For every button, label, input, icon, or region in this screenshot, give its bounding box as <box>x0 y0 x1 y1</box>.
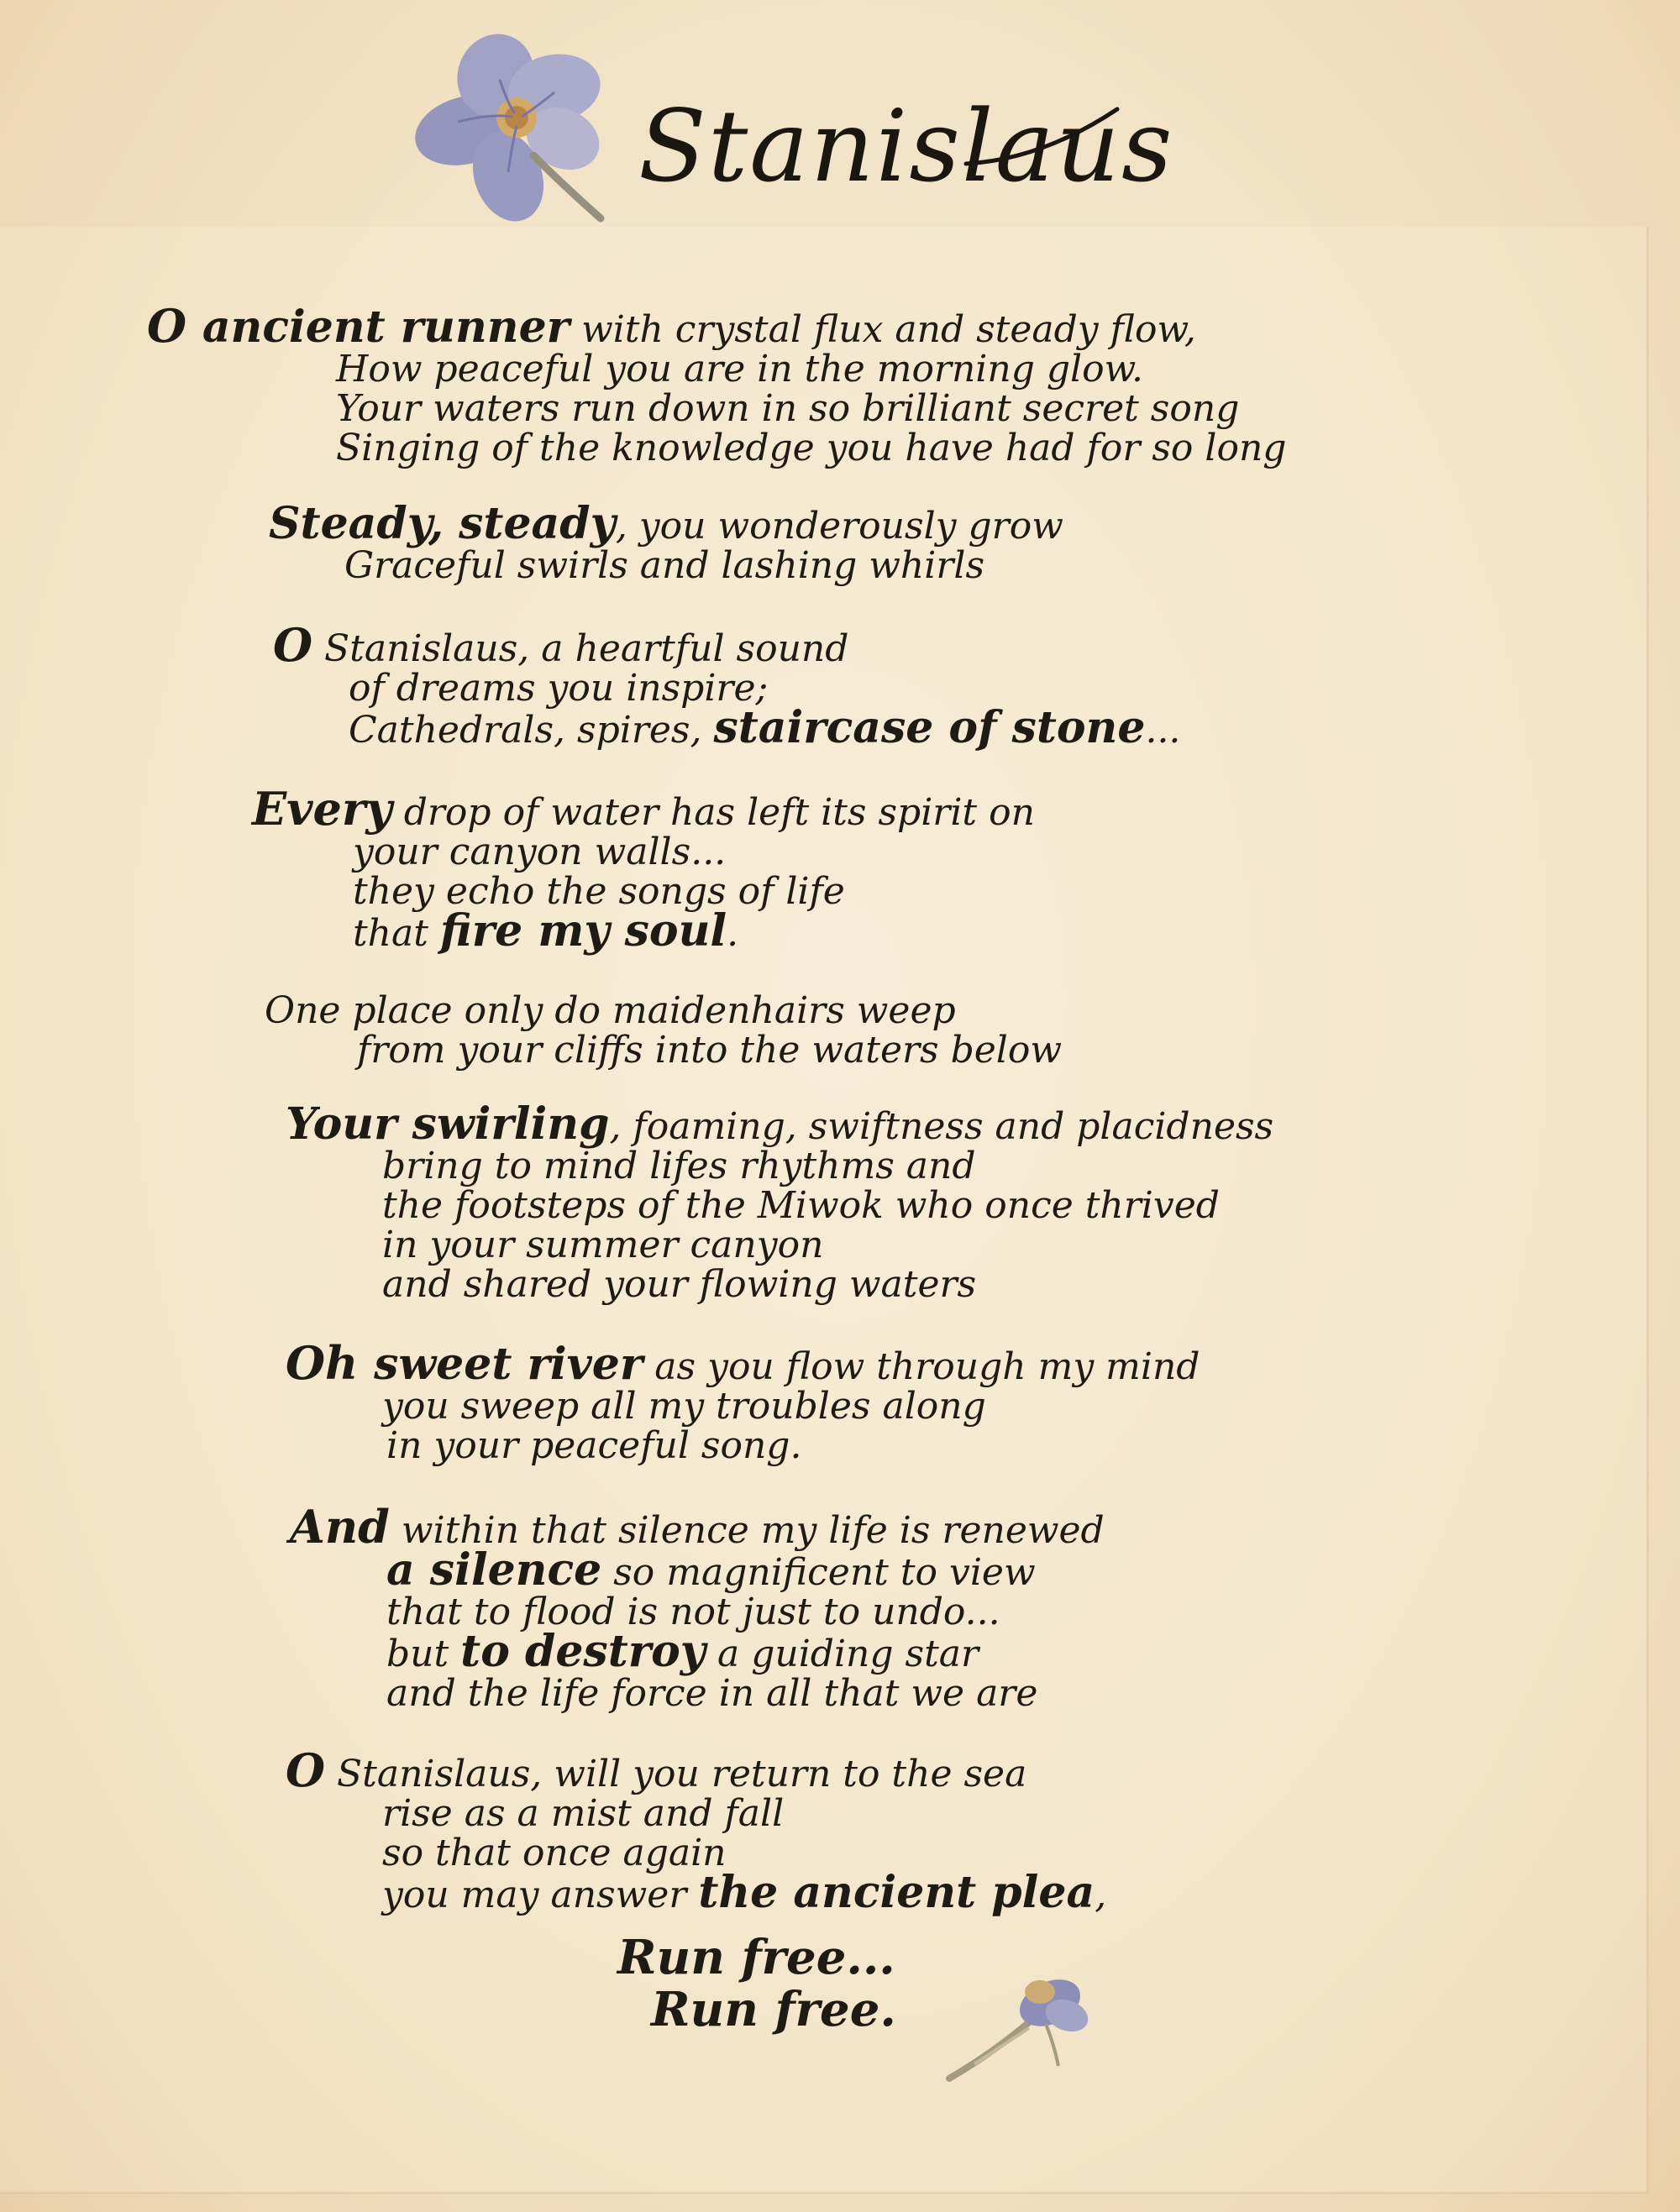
line-emphasis: staircase of stone <box>713 702 1146 753</box>
line-lead: And <box>290 1500 390 1554</box>
title-flourish-icon <box>958 101 1126 176</box>
poem-line <box>273 618 1180 672</box>
line-emphasis: ancient runner <box>202 301 570 353</box>
poem-line <box>386 1544 1105 1596</box>
poem-line <box>269 498 1063 549</box>
line-text: so magnificent to view <box>601 1551 1036 1594</box>
line-text: Stanislaus, will you return to the sea <box>325 1753 1027 1795</box>
line-lead: O <box>147 299 202 353</box>
poem-line: you sweep all my troubles along <box>382 1385 986 1428</box>
line-text: , you wonderously grow <box>615 505 1063 548</box>
poem-line: Singing of the knowledge you have had for so long <box>336 427 1287 469</box>
poem-line <box>353 905 1035 957</box>
line-lead: Every <box>252 782 392 836</box>
line-emphasis: the ancient plea <box>698 1867 1095 1918</box>
poem-line: from your cliffs into the waters below <box>357 1029 1063 1072</box>
line-tail: . <box>727 912 739 955</box>
line-text: with crystal flux and steady flow, <box>570 308 1196 351</box>
line-text: that <box>353 912 440 955</box>
line-tail: , <box>1095 1874 1107 1916</box>
poem-line: of dreams you inspire; <box>349 667 769 710</box>
line-text: as you flow through my mind <box>643 1345 1200 1388</box>
poem-line: bring to mind lifes rhythms and <box>382 1145 976 1187</box>
line-lead: O <box>273 618 313 672</box>
line-emphasis: Your swirling <box>286 1098 610 1150</box>
poem-line: in your peaceful song. <box>386 1424 802 1467</box>
line-text: within that silence my life is renewed <box>389 1509 1105 1552</box>
line-emphasis: sweet river <box>374 1339 643 1390</box>
poem-line: How peaceful you are in the morning glow. <box>336 348 1144 391</box>
poem-title: Stanislaus <box>638 88 1174 204</box>
line-emphasis: a silence <box>386 1544 602 1596</box>
line-lead: O <box>286 1743 326 1797</box>
poem-line: Your waters run down in so brilliant secret song <box>336 387 1240 430</box>
poem-line: Graceful swirls and lashing whirls <box>344 544 985 587</box>
line-emphasis: fire my soul <box>439 905 727 957</box>
poem-line <box>382 1867 1107 1918</box>
poem-line <box>386 1626 1105 1677</box>
poem-line: they echo the songs of life <box>353 870 845 913</box>
poem-line <box>349 702 1181 753</box>
line-text: but <box>386 1633 461 1675</box>
stanza-4 <box>252 782 1035 957</box>
stanza-2 <box>269 498 1063 587</box>
closing-line: Run free... <box>617 1930 895 1985</box>
poem-line <box>252 782 1035 836</box>
line-text: Stanislaus, a heartful sound <box>312 627 849 670</box>
stanza-8 <box>290 1500 1105 1715</box>
line-tail: ... <box>1145 709 1181 752</box>
poem-line <box>286 1743 1106 1797</box>
line-lead: Oh <box>286 1336 375 1390</box>
closing-lines <box>617 1932 896 2036</box>
stanza-7 <box>286 1336 1200 1467</box>
stanza-9 <box>286 1743 1107 1918</box>
poem-line: rise as a mist and fall <box>382 1792 785 1835</box>
poem-line: and the life force in all that we are <box>386 1672 1038 1715</box>
line-text: Cathedrals, spires, <box>349 709 714 752</box>
line-text: you may answer <box>382 1874 699 1916</box>
stanza-1 <box>147 299 1287 469</box>
poem-line: that to flood is not just to undo... <box>386 1591 1000 1633</box>
pressed-bud-image <box>941 1965 1100 2091</box>
poem-line: and shared your flowing waters <box>382 1263 977 1306</box>
poem-line <box>147 299 1286 353</box>
poem-line <box>286 1336 1200 1390</box>
pressed-flower-image <box>407 29 626 239</box>
stanza-6 <box>286 1098 1274 1306</box>
poem-line: so that once again <box>382 1832 727 1874</box>
poem-line <box>286 1098 1274 1150</box>
stanza-3 <box>273 618 1181 753</box>
stanza-5 <box>265 991 1062 1070</box>
line-tail: a guiding star <box>706 1633 979 1675</box>
line-emphasis: Steady, steady <box>269 498 616 549</box>
poem-line: One place only do maidenhairs weep <box>265 989 956 1032</box>
line-emphasis: to destroy <box>460 1626 706 1677</box>
line-text: , foaming, swiftness and placidness <box>609 1105 1274 1148</box>
poem-line: the footsteps of the Miwok who once thrived <box>382 1184 1220 1227</box>
poem-line: your canyon walls... <box>353 831 727 873</box>
poem-line: in your summer canyon <box>382 1224 824 1266</box>
closing-line: Run free. <box>651 1982 896 2037</box>
line-text: drop of water has left its spirit on <box>391 791 1035 834</box>
